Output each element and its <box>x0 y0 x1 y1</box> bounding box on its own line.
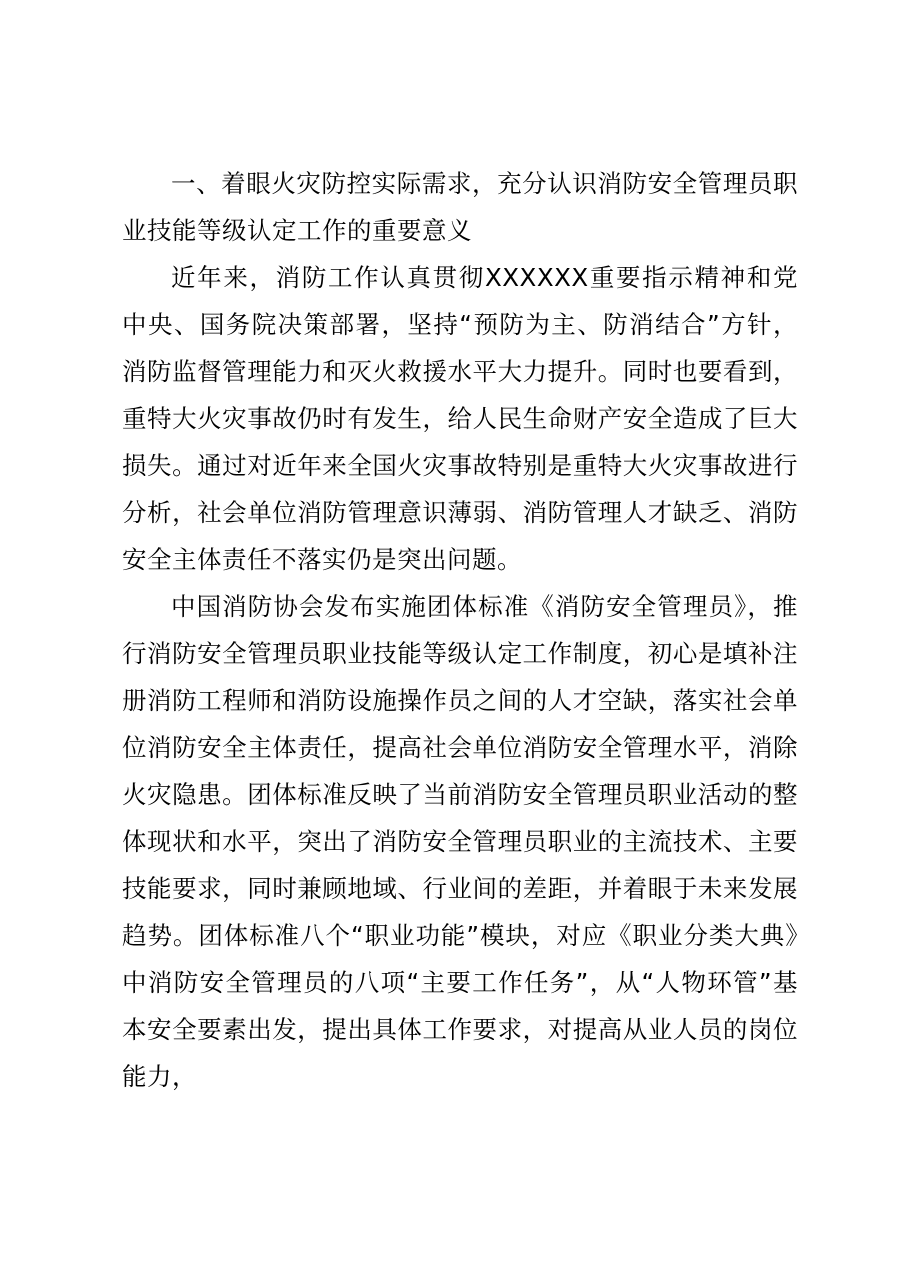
section-heading: 一、着眼火灾防控实际需求，充分认识消防安全管理员职业技能等级认定工作的重要意义 <box>122 169 798 245</box>
body-paragraph: 中国消防协会发布实施团体标准《消防安全管理员》，推行消防安全管理员职业技能等级认定工作制度，初心是填补注册消防工程师和消防设施操作员之间的人才空缺，落实社会单位消防安全主体责任，提高社会单位消防安全管理水平，消除火灾隐患。团体标准反映了当前消防安全管理员职业活动的整体现状和水平，突出了消防安全管理员职业的主流技术、主要技能要求，同时兼顾地域、行业间的差距，并着眼于未来发展趋势。团体标准八个“职业功能”模块，对应《职业分类大典》中消防安全管理员的八项“主要工作任务”，从“人物环管”基本安全要素出发，提出具体工作要求，对提高从业人员的岗位能力， <box>122 592 798 1091</box>
body-paragraph: 近年来，消防工作认真贯彻XXXXXX重要指示精神和党中央、国务院决策部署，坚持“预防为主、防消结合”方针，消防监督管理能力和灭火救援水平大力提升。同时也要看到，重特大火灾事故仍时有发生，给人民生命财产安全造成了巨大损失。通过对近年来全国火灾事故特别是重特大火灾事故进行分析，社会单位消防管理意识薄弱、消防管理人才缺乏、消防安全主体责任不落实仍是突出问题。 <box>122 263 798 574</box>
document-body <box>122 160 798 1100</box>
